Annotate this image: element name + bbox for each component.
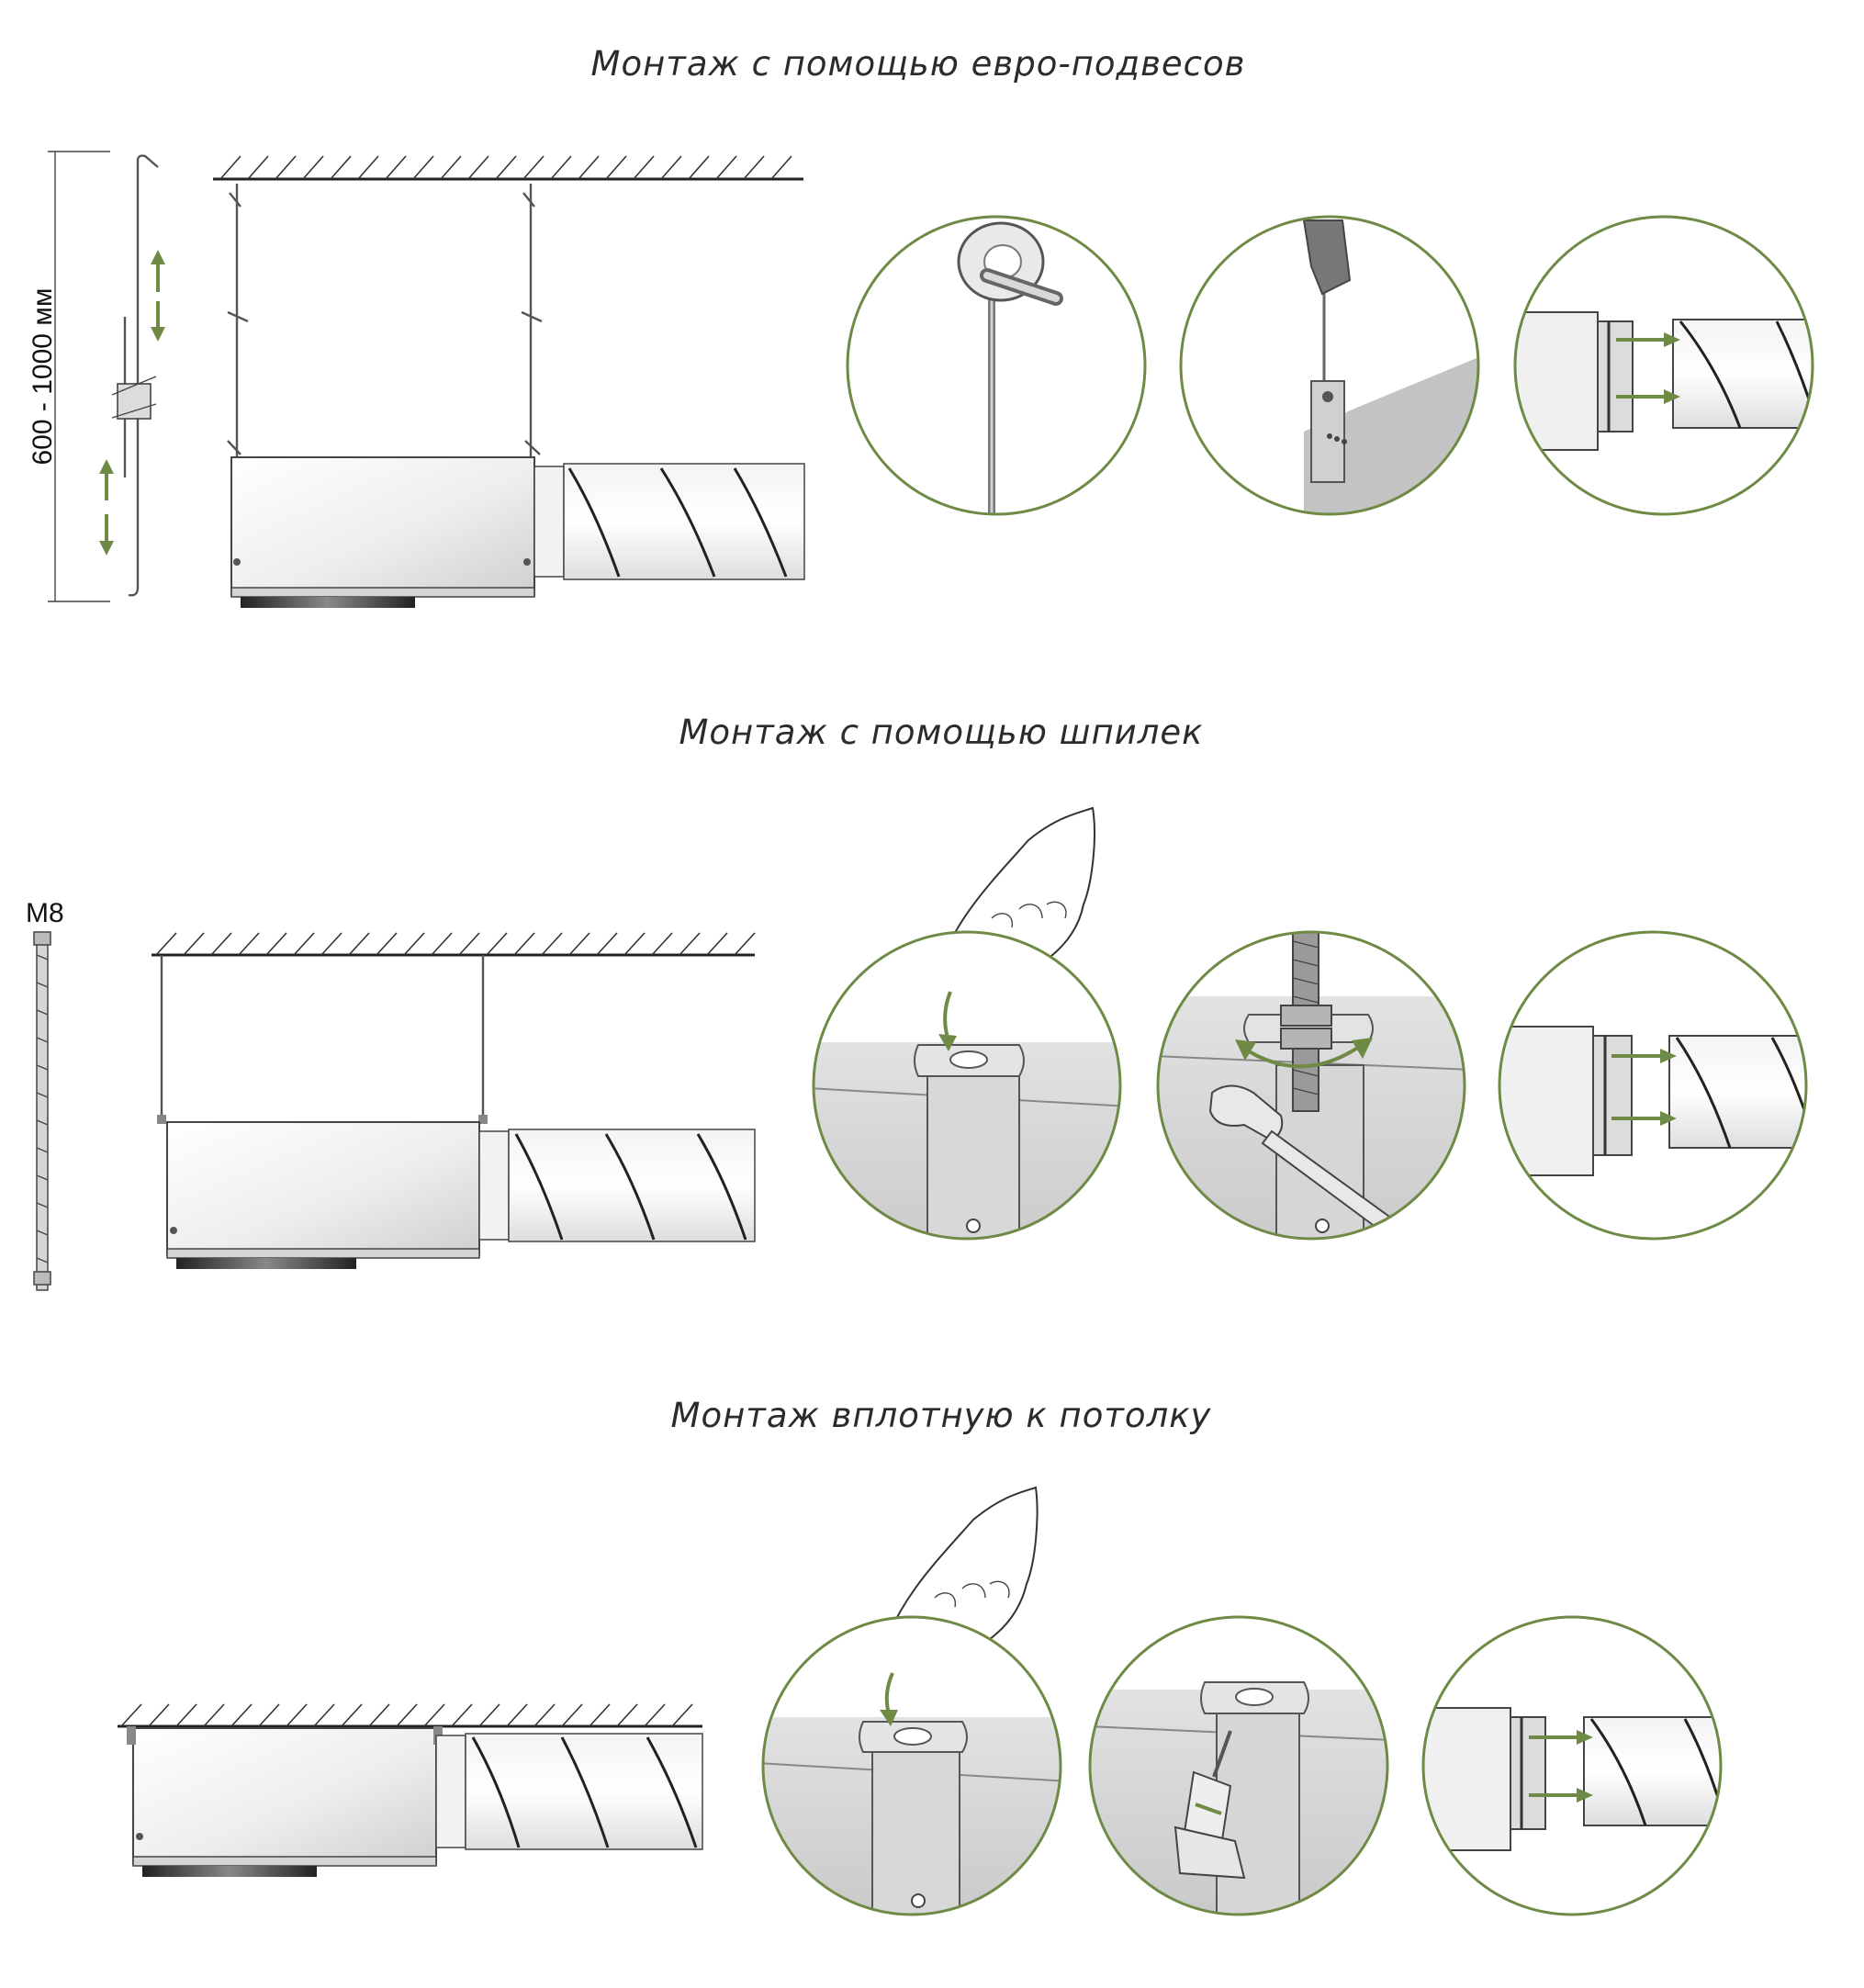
section-title: Монтаж вплотную к потолку	[670, 1396, 1212, 1435]
detail-circle-duct	[1419, 1617, 1731, 1915]
detail-circle-bracket	[808, 932, 1129, 1263]
section-title: Монтаж с помощью евро-подвесов	[590, 44, 1246, 84]
ceiling	[152, 933, 755, 955]
detail-circle-clip	[1181, 217, 1488, 514]
rod-label: M8	[26, 898, 64, 928]
dimension-marker	[28, 152, 110, 601]
ceiling	[118, 1704, 702, 1726]
detail-circle-bracket	[758, 1617, 1070, 1919]
detail-circle-screw	[1088, 1617, 1391, 1919]
threaded-rod-detail	[26, 898, 64, 1290]
dimension-label: 600 - 1000 мм	[28, 287, 58, 466]
spiral-duct	[479, 1129, 755, 1241]
ventilation-unit	[231, 457, 534, 608]
detail-circle-hook	[848, 217, 1145, 533]
ceiling	[213, 156, 803, 179]
spiral-duct	[436, 1734, 702, 1849]
detail-circle-duct	[1506, 217, 1820, 514]
section-title: Монтаж с помощью шпилек	[679, 713, 1204, 752]
section-flush-ceiling	[118, 1396, 1731, 1919]
detail-circle-nut	[1152, 927, 1474, 1263]
detail-circle-duct	[1492, 932, 1821, 1239]
spiral-duct	[534, 464, 804, 579]
section-threaded-rods	[26, 713, 1821, 1290]
euro-hanger-detail	[99, 156, 165, 596]
ventilation-unit	[167, 1122, 479, 1269]
section-euro-hangers	[28, 44, 1820, 608]
ventilation-unit	[127, 1726, 443, 1877]
